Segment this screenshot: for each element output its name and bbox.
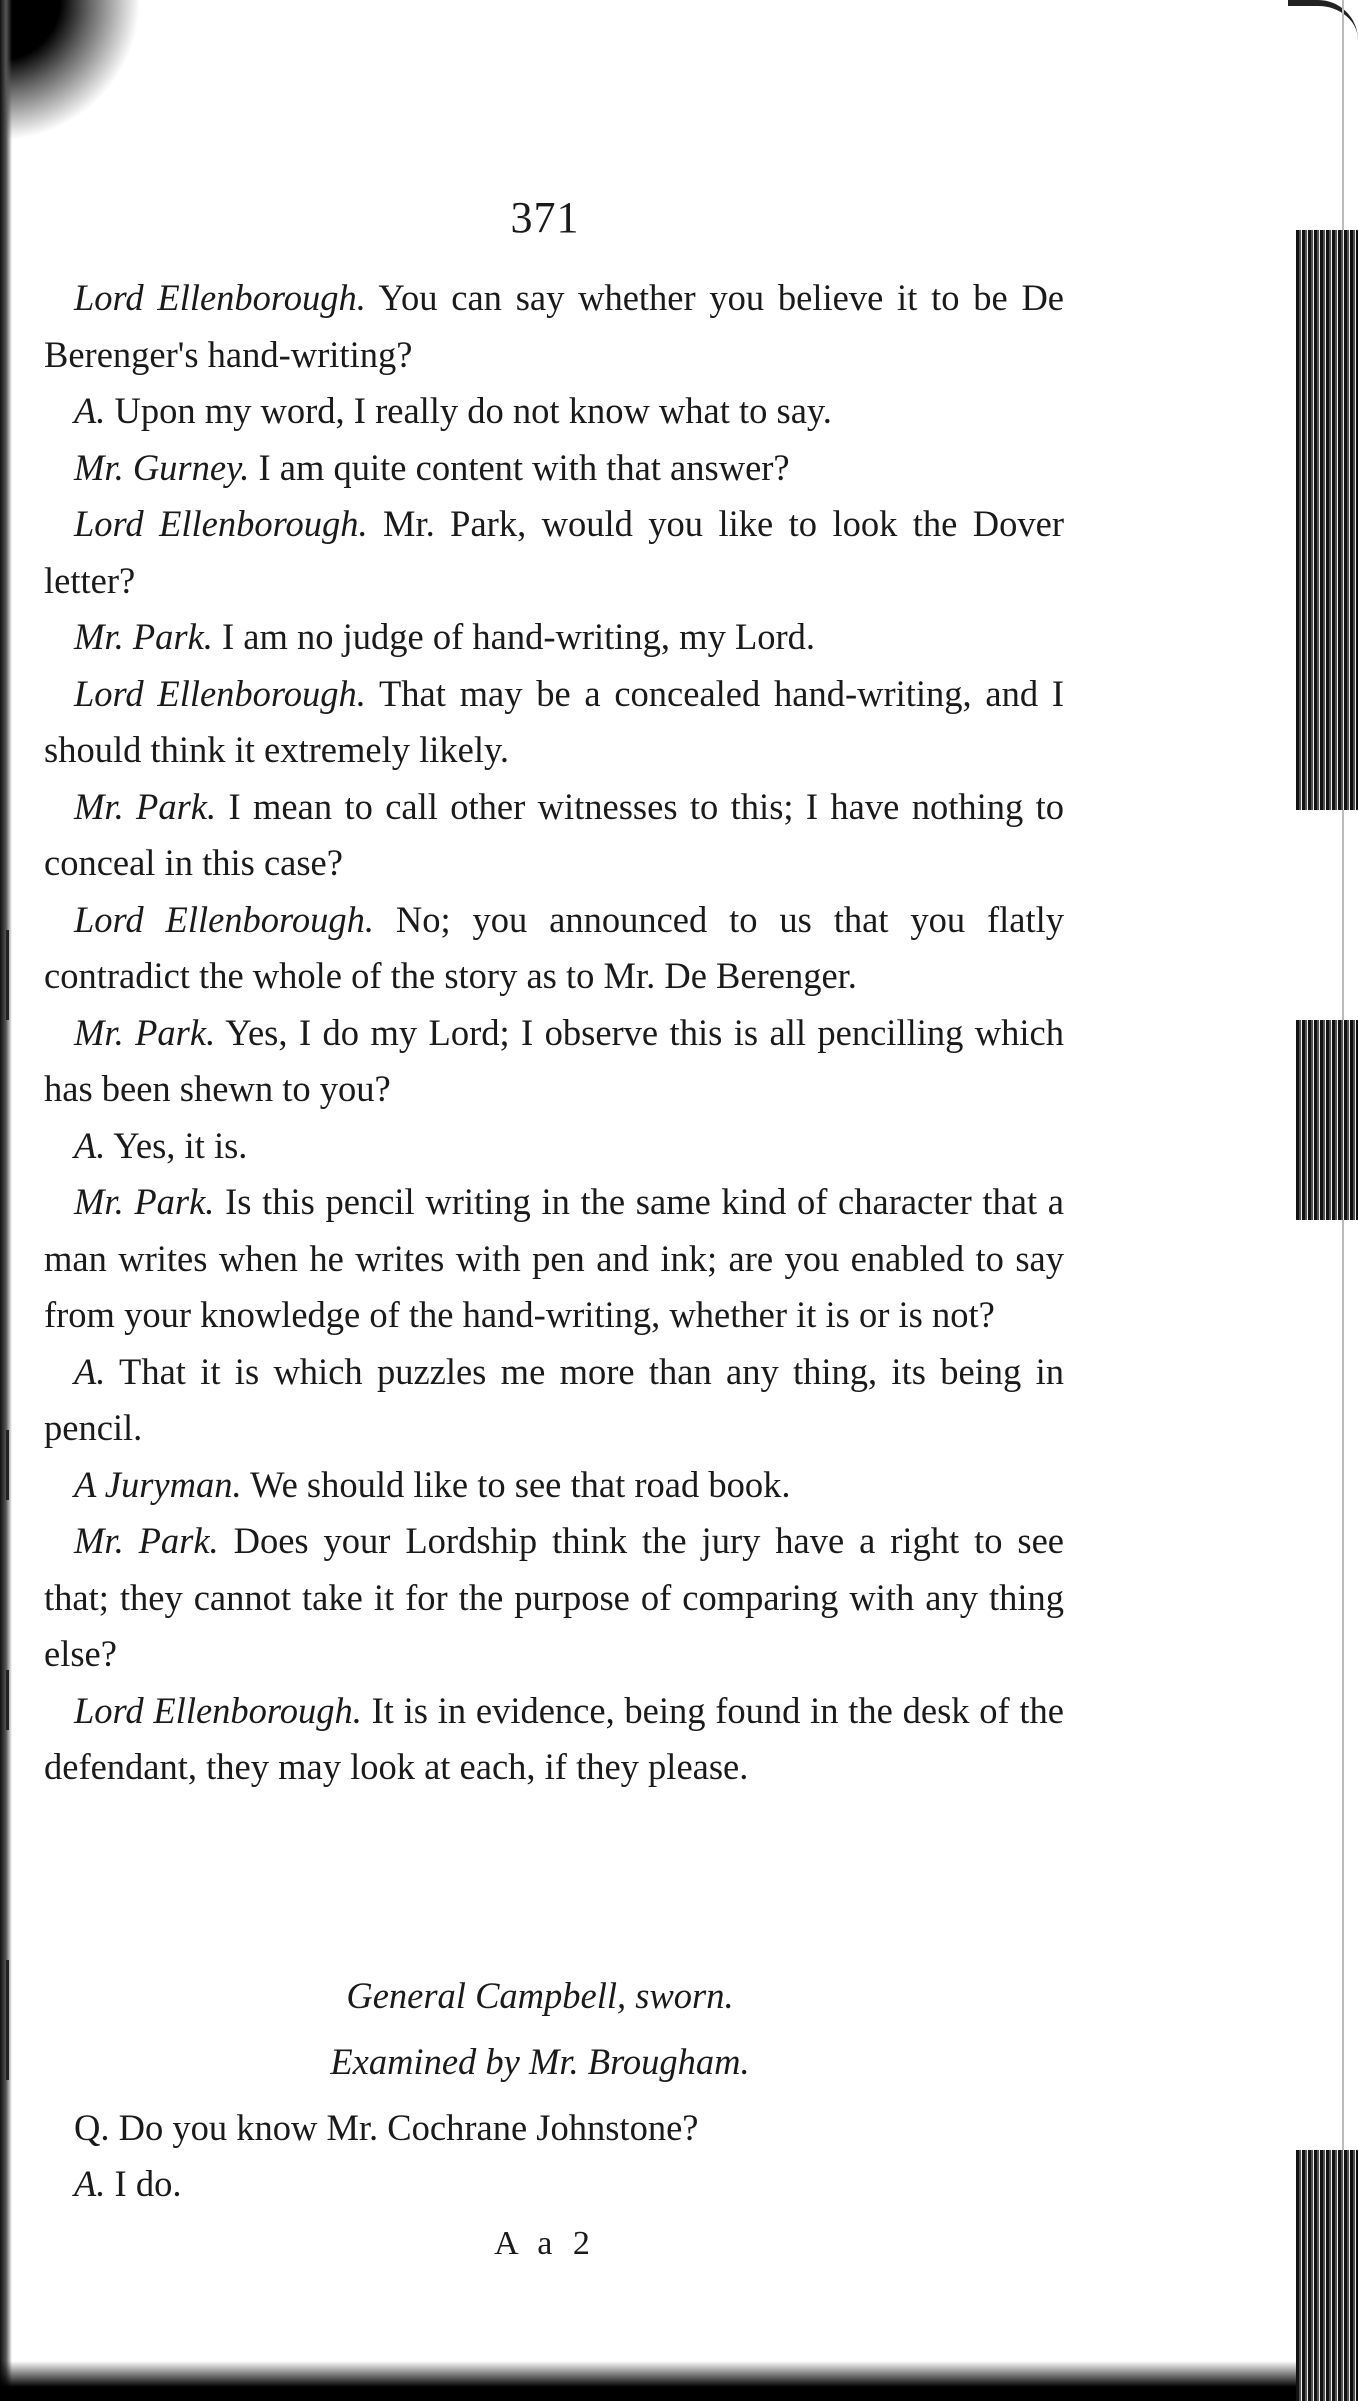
speaker-name: Mr. Gurney.	[74, 446, 250, 488]
paragraph	[44, 1513, 1064, 1683]
speaker-name: Q.	[74, 2107, 110, 2148]
speaker-name: Lord Ellenborough.	[74, 672, 366, 714]
speaker-name: Mr. Park.	[74, 1520, 219, 1561]
paragraph	[44, 496, 1064, 609]
speaker-name: Lord Ellenborough.	[74, 503, 368, 544]
page-number: 371	[510, 193, 580, 242]
paragraph-text: No; you announced to us that you flatly contradict the whole of the story as to Mr. De Berenger.	[44, 898, 1064, 996]
qa-block	[44, 2100, 1064, 2212]
witness-heading: General Campbell, sworn.	[346, 1975, 734, 2016]
paragraph	[44, 1457, 1064, 1514]
paragraph	[44, 2156, 1064, 2212]
paragraph-text: Upon my word, I really do not know what to say.	[105, 390, 832, 431]
transcript-body	[44, 270, 1064, 1796]
paragraph-text: Yes, it is.	[105, 1124, 248, 1166]
scan-margin-mark	[6, 1670, 9, 1730]
speaker-name: Lord Ellenborough.	[74, 277, 366, 318]
paragraph-text: That it is which puzzles me more than any thing, its being in pencil.	[44, 1350, 1064, 1448]
speaker-name: Lord Ellenborough.	[74, 898, 375, 940]
speaker-name: A.	[74, 2163, 106, 2204]
scan-margin-mark	[6, 1960, 9, 2080]
scan-corner-shadow	[0, 0, 150, 150]
scan-right-edge-bar	[1296, 1020, 1358, 1220]
examination-heading: Examined by Mr. Brougham.	[330, 2041, 750, 2082]
paragraph	[44, 440, 1064, 497]
paragraph-text: Mr. Park, would you like to look the Dover letter?	[44, 503, 1065, 601]
speaker-name: Lord Ellenborough.	[74, 1689, 362, 1731]
paragraph-text: I am quite content with that answer?	[249, 446, 790, 488]
paragraph	[44, 2100, 1064, 2156]
paragraph	[44, 270, 1064, 383]
speaker-name: Mr. Park.	[74, 1011, 216, 1053]
paragraph-text: I mean to call other witnesses to this; I have nothing to conceal in this case?	[44, 785, 1064, 883]
speaker-name: A Juryman.	[74, 1463, 242, 1505]
paragraph	[44, 1005, 1064, 1118]
paragraph	[44, 779, 1064, 892]
scan-margin-mark	[6, 1430, 9, 1500]
paragraph-text: Does your Lordship think the jury have a right to see that; they cannot take it for the purpose of comparing with any thing else?	[44, 1520, 1064, 1674]
paragraph	[44, 1683, 1064, 1796]
paragraph	[44, 1174, 1064, 1344]
paragraph	[44, 892, 1064, 1005]
paragraph	[44, 609, 1064, 666]
paragraph	[44, 666, 1064, 779]
scan-right-edge-bar	[1296, 2150, 1358, 2401]
paragraph-text: I do.	[105, 2163, 182, 2204]
speaker-name: A.	[74, 1350, 106, 1392]
scan-margin-mark	[6, 930, 9, 1020]
paragraph-text: It is in evidence, being found in the desk of the defendant, they may look at each, if they please.	[44, 1689, 1064, 1787]
paragraph	[44, 1118, 1064, 1175]
paragraph-text: Yes, I do my Lord; I observe this is all pencilling which has been shewn to you?	[44, 1011, 1064, 1109]
scan-right-edge-bar	[1296, 230, 1358, 810]
speaker-name: A.	[74, 1124, 106, 1166]
speaker-name: A.	[74, 390, 106, 431]
paragraph-text: Do you know Mr. Cochrane Johnstone?	[109, 2107, 699, 2148]
paragraph-text: You can say whether you believe it to be De Berenger's hand-writing?	[44, 277, 1065, 375]
paragraph-text: That may be a concealed hand-writing, and I should think it extremely likely.	[44, 672, 1064, 770]
paragraph-text: Is this pencil writing in the same kind of character that a man writes when he writes with pen and ink; are you enabled to say from your knowledge of the hand-writing, whether it is or is not?	[44, 1181, 1065, 1335]
speaker-name: Mr. Park.	[74, 616, 213, 657]
paragraph-text: I am no judge of hand-writing, my Lord.	[212, 616, 816, 657]
scan-bottom-edge	[0, 2361, 1358, 2401]
paragraph	[44, 1344, 1064, 1457]
signature-mark: A a 2	[494, 2225, 596, 2262]
scan-top-right-curve	[1288, 0, 1358, 46]
paragraph-text: We should like to see that road book.	[241, 1463, 791, 1505]
paragraph	[44, 383, 1064, 440]
speaker-name: Mr. Park.	[74, 785, 217, 827]
speaker-name: Mr. Park.	[74, 1181, 215, 1222]
